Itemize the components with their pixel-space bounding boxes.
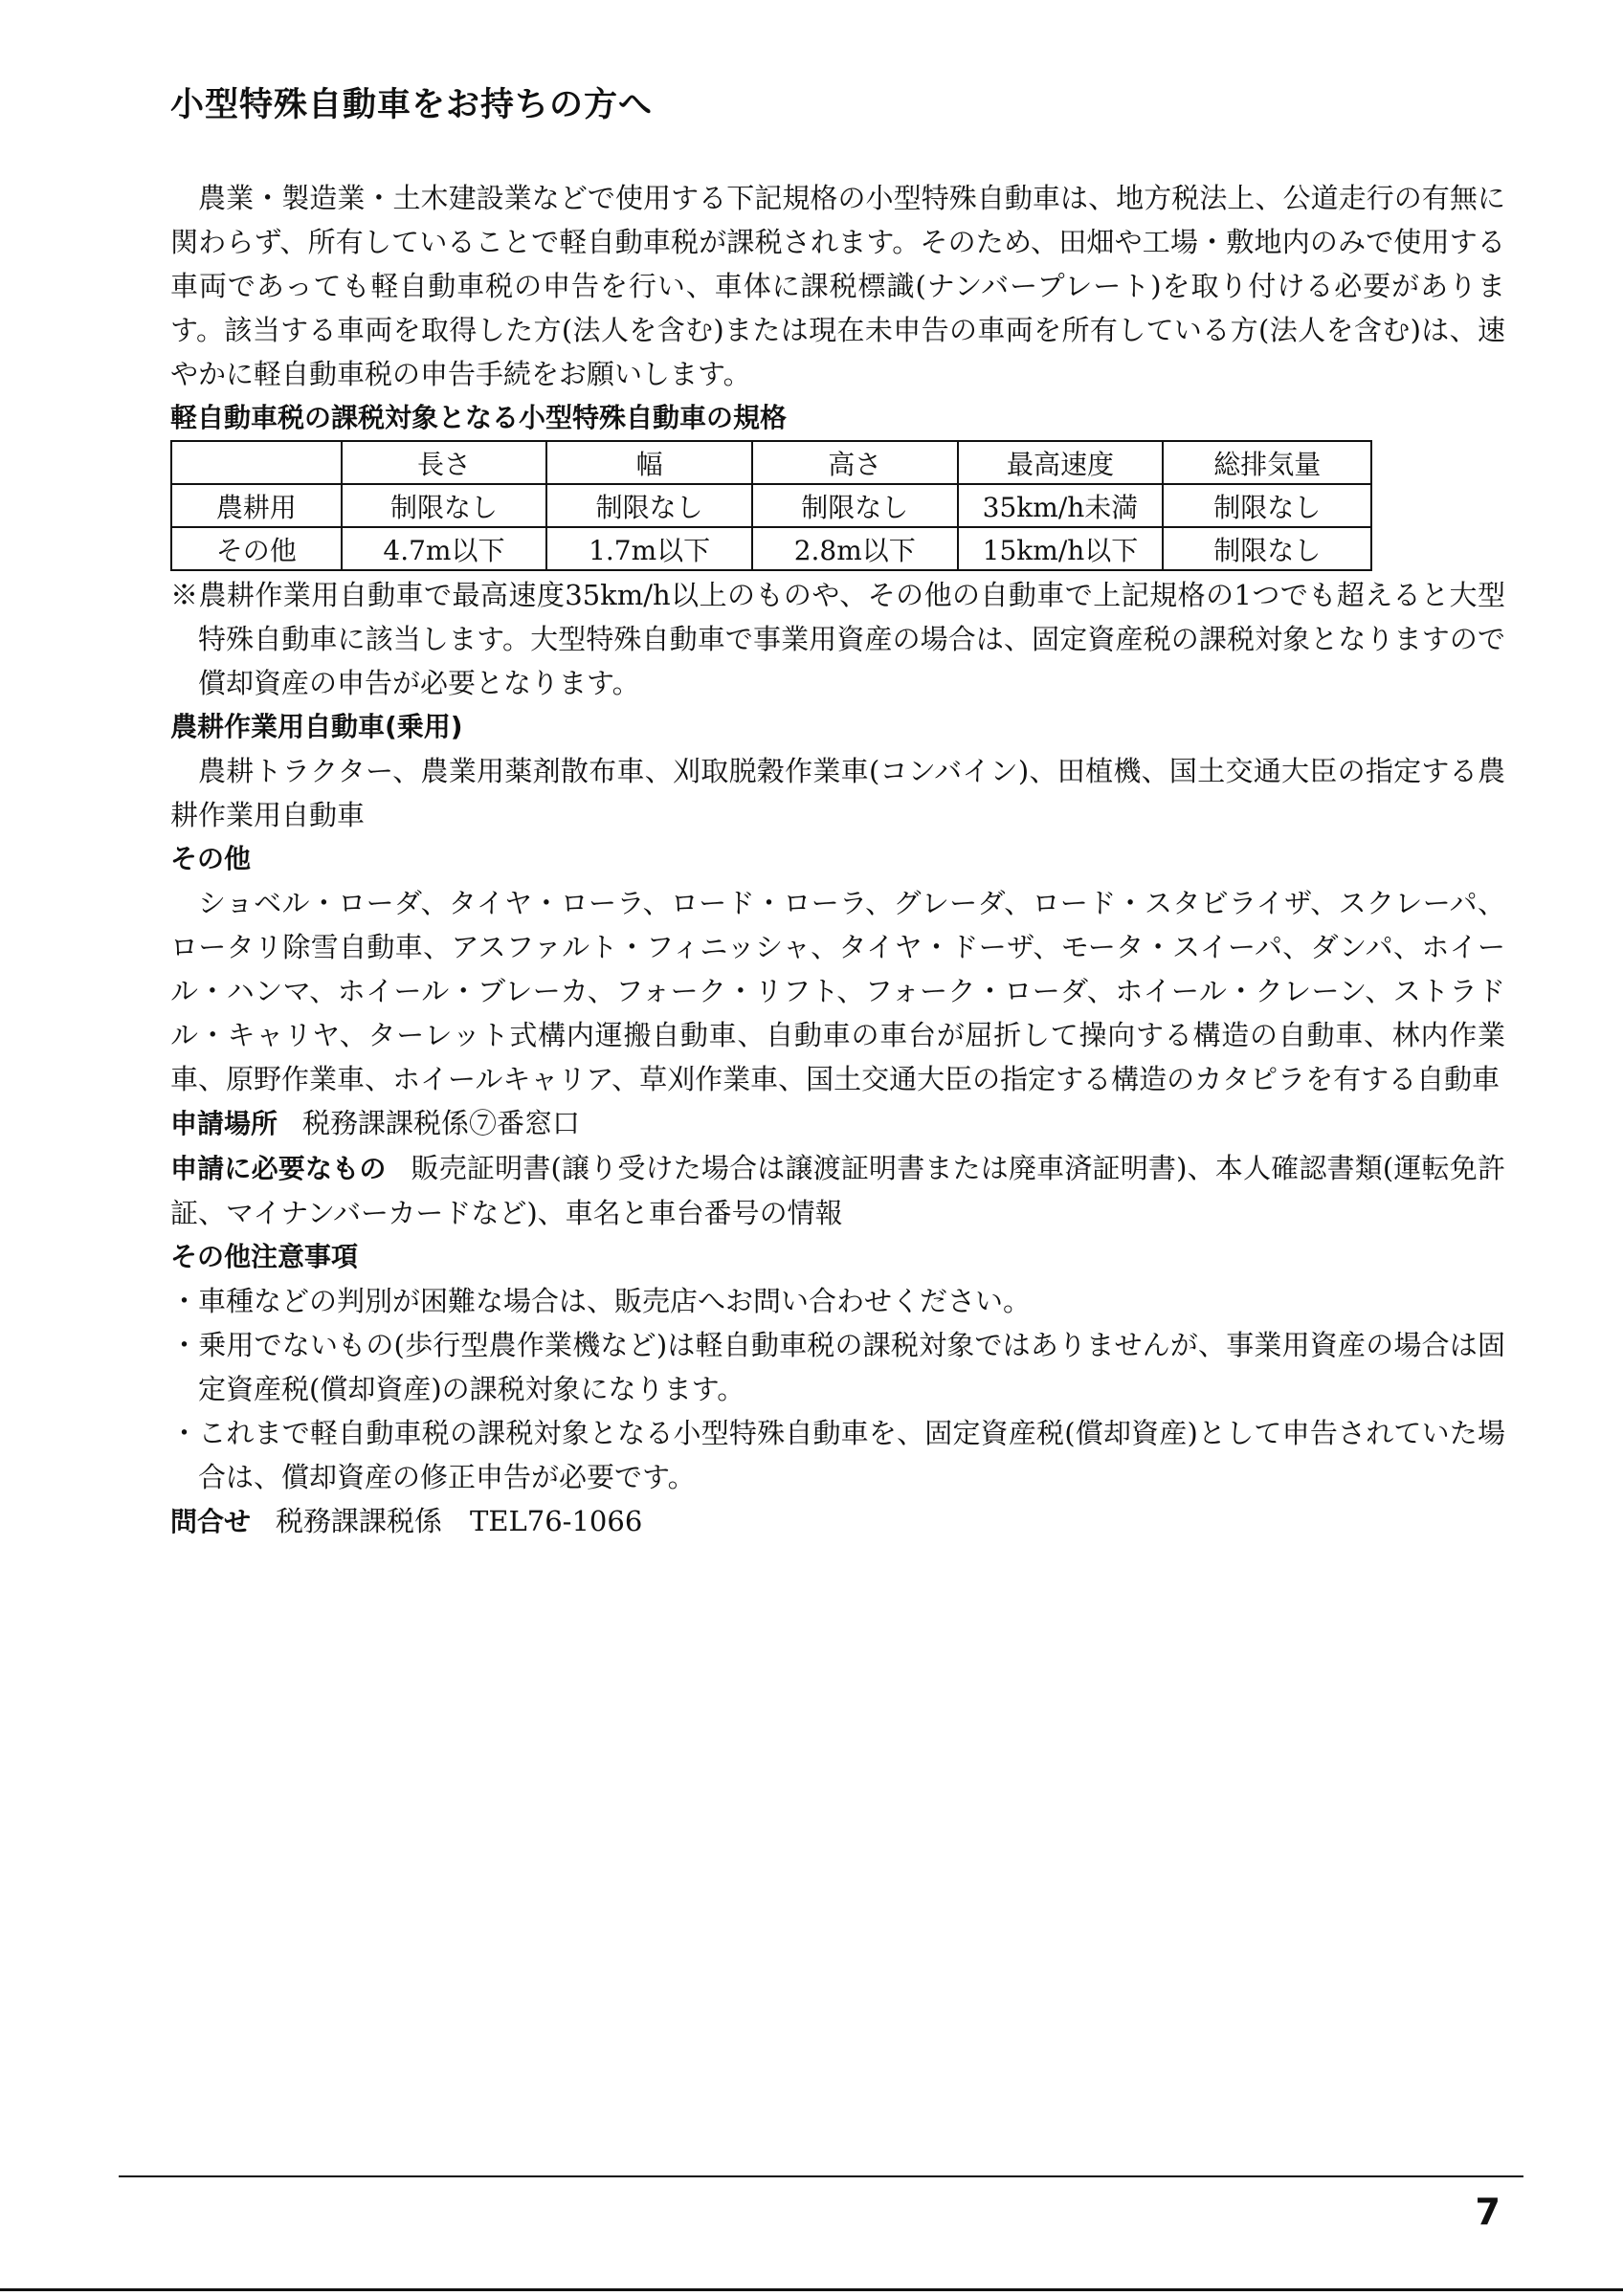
page-title: 小型特殊自動車をお持ちの方へ	[170, 86, 654, 124]
document-page	[170, 77, 1505, 1544]
contact-label: 問合せ	[170, 1506, 252, 1537]
spec-table-row	[171, 527, 1371, 570]
spec-cell: 2.8m以下	[752, 527, 958, 570]
contact-value: 税務課課税係 TEL76-1066	[276, 1505, 643, 1537]
spec-cell: 制限なし	[1163, 527, 1371, 570]
farm-heading: 農耕作業用自動車(乗用)	[170, 711, 463, 742]
spec-cell: 制限なし	[752, 484, 958, 527]
spec-cell: 1.7m以下	[546, 527, 752, 570]
other-heading: その他	[170, 843, 252, 874]
other-text: ショベル・ローダ、タイヤ・ローラ、ロード・ローラ、グレーダ、ロード・スタビライザ、スクレーパ、ロータリ除雪自動車、アスファルト・フィニッシャ、タイヤ・ドーザ、モータ・スイーパ、ダンパ、ホイール・ハンマ、ホイール・ブレーカ、フォーク・リフト、フォーク・ローダ、ホイール・クレーン、ストラドル・キャリヤ、ターレット式構内運搬自動車、自動車の車台が屈折して操向する構造の自動車、林内作業車、原野作業車、ホイールキャリア、草刈作業車、国土交通大臣の指定する構造のカタピラを有する自動車	[170, 887, 1505, 1095]
required-items-label: 申請に必要なもの	[170, 1153, 387, 1184]
spec-cell: 制限なし	[1163, 484, 1371, 527]
required-items	[170, 1146, 1505, 1235]
spec-cell: 15km/h以下	[958, 527, 1164, 570]
note-item: ・乗用でないもの(歩行型農作業機など)は軽自動車税の課税対象ではありませんが、事業用資産の場合は固定資産税(償却資産)の課税対象になります。	[170, 1329, 1505, 1405]
spec-heading: 軽自動車税の課税対象となる小型特殊自動車の規格	[170, 402, 788, 433]
spec-cell: 35km/h未満	[958, 484, 1164, 527]
application-place-value: 税務課課税係⑦番窓口	[302, 1107, 581, 1139]
required-items-value: 販売証明書(譲り受けた場合は譲渡証明書または廃車済証明書)、本人確認書類(運転免許証、マイナンバーカードなど)、車名と車台番号の情報	[170, 1152, 1505, 1229]
application-place	[170, 1101, 1505, 1146]
spec-table-row	[171, 484, 1371, 527]
notes-heading: その他注意事項	[170, 1241, 359, 1272]
intro-paragraph: 農業・製造業・土木建設業などで使用する下記規格の小型特殊自動車は、地方税法上、公道走行の有無に関わらず、所有していることで軽自動車税が課税されます。そのため、田畑や工場・敷地内のみで使用する車両であっても軽自動車税の申告を行い、車体に課税標識(ナンバープレート)を取り付ける必要があります。該当する車両を取得した方(法人を含む)または現在未申告の車両を所有している方(法人を含む)は、速やかに軽自動車税の申告手続をお願いします。	[170, 182, 1505, 390]
spec-header-cell: 高さ	[752, 441, 958, 484]
farm-text: 農耕トラクター、農業用薬剤散布車、刈取脱穀作業車(コンバイン)、田植機、国土交通大臣の指定する農耕作業用自動車	[170, 755, 1505, 831]
spec-header-cell	[171, 441, 342, 484]
spec-cell: 農耕用	[171, 484, 342, 527]
spec-cell: 制限なし	[546, 484, 752, 527]
spec-header-cell: 総排気量	[1163, 441, 1371, 484]
contact-row	[170, 1499, 1505, 1544]
spec-table-header-row	[171, 441, 1371, 484]
bottom-edge-line	[0, 2288, 1623, 2291]
note-item: ・これまで軽自動車税の課税対象となる小型特殊自動車を、固定資産税(償却資産)として申告されていた場合は、償却資産の修正申告が必要です。	[170, 1417, 1505, 1493]
note-item: ・車種などの判別が困難な場合は、販売店へお問い合わせください。	[170, 1285, 1032, 1317]
spec-header-cell: 最高速度	[958, 441, 1164, 484]
footer-divider	[119, 2175, 1523, 2177]
application-place-label: 申請場所	[170, 1108, 278, 1139]
spec-table	[170, 440, 1372, 571]
spec-note: ※農耕作業用自動車で最高速度35km/h以上のものや、その他の自動車で上記規格の1つでも超えると大型特殊自動車に該当します。大型特殊自動車で事業用資産の場合は、固定資産税の課税対象となりますので償却資産の申告が必要となります。	[170, 579, 1505, 699]
spec-cell: 制限なし	[342, 484, 547, 527]
spec-cell: その他	[171, 527, 342, 570]
spec-header-cell: 幅	[546, 441, 752, 484]
spec-header-cell: 長さ	[342, 441, 547, 484]
page-number: 7	[1475, 2191, 1501, 2233]
spec-cell: 4.7m以下	[342, 527, 547, 570]
